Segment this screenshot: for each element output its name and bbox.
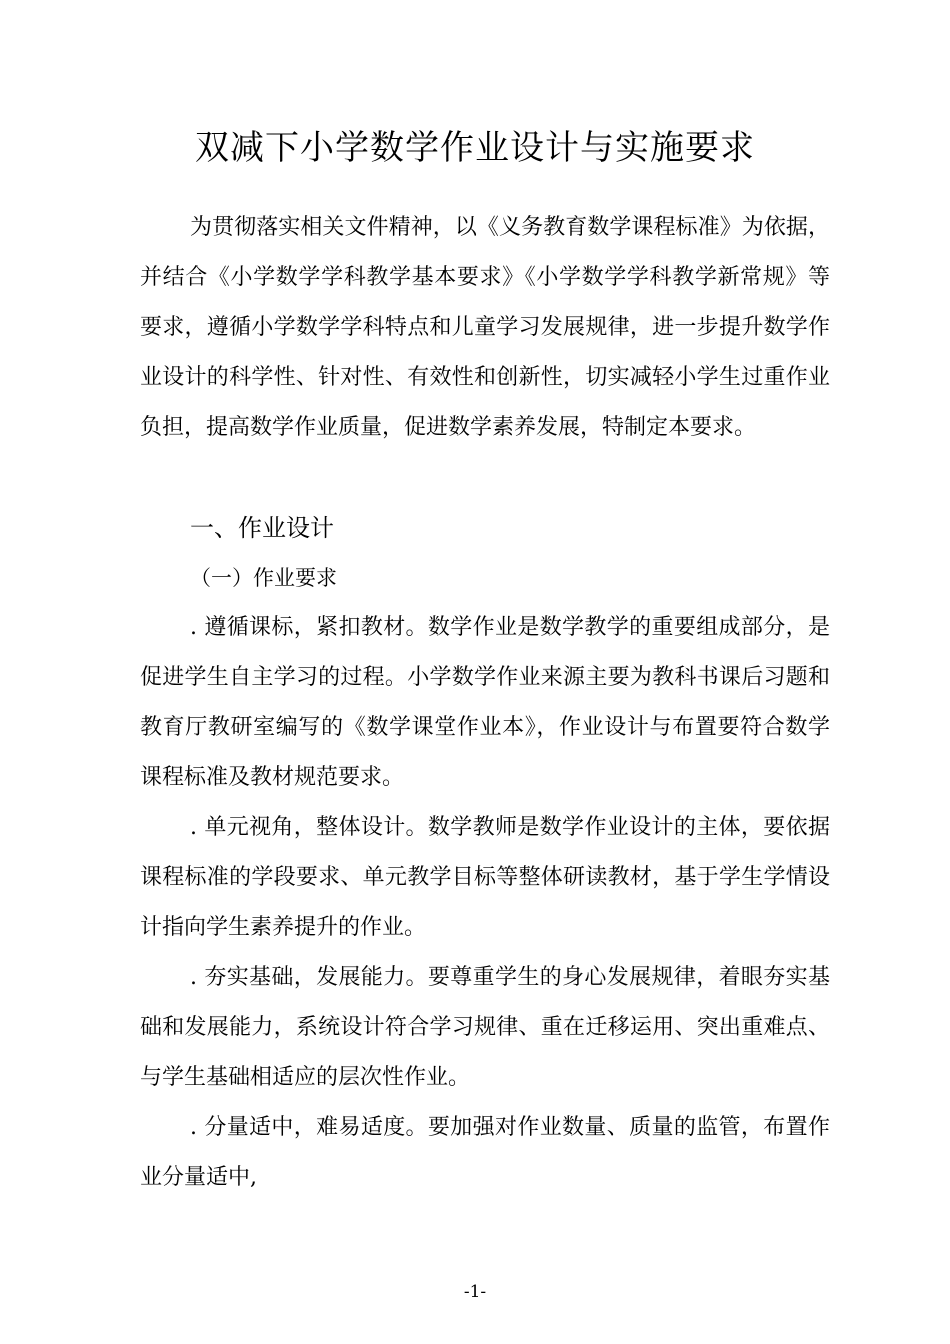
document-title: 双减下小学数学作业设计与实施要求 [195, 128, 755, 168]
requirement-item-2: . 单元视角，整体设计。数学教师是数学作业设计的主体，要依据课程标准的学段要求、单元教学目标等整体研读教材，基于学生学情设计指向学生素养提升的作业。 [140, 815, 830, 940]
intro-paragraph: 为贯彻落实相关文件精神，以《义务教育数学课程标准》为依据，并结合《小学数学学科教学基本要求》《小学数学学科教学新常规》等要求，遵循小学数学学科特点和儿童学习发展规律，进一步提升数学作业设计的科学性、针对性、有效性和创新性，切实减轻小学生过重作业负担，提高数学作业质量，促进数学素养发展，特制定本要求。 [140, 215, 830, 440]
page-number: -1- [463, 1282, 487, 1302]
requirement-item-4: . 分量适中，难易适度。要加强对作业数量、质量的监管，布置作业分量适中, [140, 1115, 830, 1190]
requirement-item-1: . 遵循课标，紧扣教材。数学作业是数学教学的重要组成部分，是促进学生自主学习的过程。小学数学作业来源主要为教科书课后习题和教育厅教研室编写的《数学课堂作业本》，作业设计与布置要符合数学课程标准及教材规范要求。 [140, 615, 830, 790]
section-heading: 一、作业设计 [190, 514, 334, 542]
requirement-item-3: . 夯实基础，发展能力。要尊重学生的身心发展规律，着眼夯实基础和发展能力，系统设计符合学习规律、重在迁移运用、突出重难点、与学生基础相适应的层次性作业。 [140, 965, 830, 1090]
subsection-heading: （一）作业要求 [190, 566, 337, 590]
